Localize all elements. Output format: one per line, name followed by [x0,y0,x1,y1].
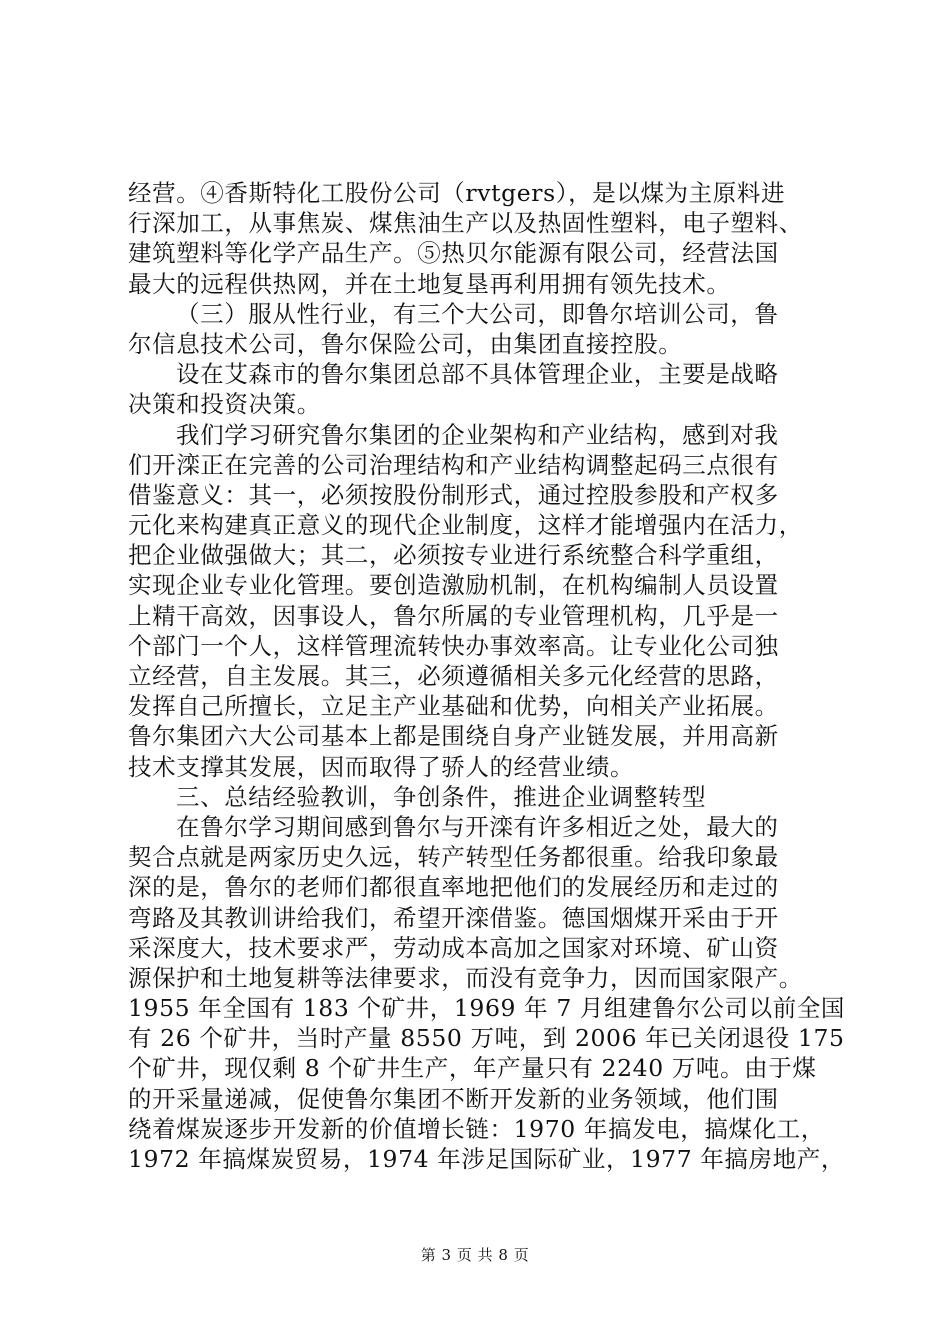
paragraph-start-line: （三）服从性行业，有三个大公司，即鲁尔培训公司，鲁 [176,299,779,328]
text-line: 实现企业专业化管理。要创造激励机制，在机构编制人员设置 [128,571,779,600]
document-body [128,178,846,1174]
text-line: 绕着煤炭逐步开发新的价值增长链：1970 年搞发电，搞煤化工， [128,1114,825,1143]
paragraph-start-line: 我们学习研究鲁尔集团的企业架构和产业结构，感到对我 [176,420,779,449]
text-line: 契合点就是两家历史久远，转产转型任务都很重。给我印象最 [128,843,779,872]
text-line: 经营。④香斯特化工股份公司（rvtgers），是以煤为主原料进 [128,179,786,207]
text-line: 深的是，鲁尔的老师们都很直率地把他们的发展经历和走过的 [128,873,779,902]
text-line: 个矿井，现仅剩 8 个矿井生产，年产量只有 2240 万吨。由于煤 [128,1054,817,1083]
text-line: 有 26 个矿井，当时产量 8550 万吨，到 2006 年已关闭退役 175 [128,1024,845,1053]
text-line: 1955 年全国有 183 个矿井，1969 年 7 月组建鲁尔公司以前全国 [128,994,846,1023]
text-line: 借鉴意义：其一，必须按股份制形式，通过控股参股和产权多 [128,480,779,509]
text-line: 行深加工，从事焦炭、煤焦油生产以及热固性塑料，电子塑料、 [128,209,803,238]
text-line: 把企业做强做大；其二，必须按专业进行系统整合科学重组， [128,541,779,570]
text-line: 的开采量递减，促使鲁尔集团不断开发新的业务领域，他们围 [128,1084,779,1113]
text-line: 上精干高效，因事设人，鲁尔所属的专业管理机构，几乎是一 [128,601,779,630]
text-line: 采深度大，技术要求严，劳动成本高加之国家对环境、矿山资 [128,933,779,962]
text-line: 弯路及其教训讲给我们，希望开滦借鉴。德国烟煤开采由于开 [128,903,779,932]
text-line: 发挥自己所擅长，立足主产业基础和优势，向相关产业拓展。 [128,692,779,721]
text-line: 们开滦正在完善的公司治理结构和产业结构调整起码三点很有 [128,450,779,479]
text-line: 立经营，自主发展。其三，必须遵循相关多元化经营的思路， [128,662,779,690]
text-line: 决策和投资决策。 [128,390,321,419]
page-number-footer: 第 3 页 共 8 页 [420,1246,530,1264]
paragraph-start-line: 在鲁尔学习期间感到鲁尔与开滦有许多相近之处，最大的 [176,812,779,841]
text-line: 建筑塑料等化学产品生产。⑤热贝尔能源有限公司，经营法国 [128,239,779,268]
text-line: 尔信息技术公司，鲁尔保险公司，由集团直接控股。 [128,329,683,358]
text-line: 1972 年搞煤炭贸易，1974 年涉足国际矿业，1977 年搞房地产， [128,1145,845,1173]
paragraph-start-line: 设在艾森市的鲁尔集团总部不具体管理企业，主要是战略 [176,360,779,389]
text-line: 鲁尔集团六大公司基本上都是围绕自身产业链发展，并用高新 [128,722,779,751]
text-line: 个部门一个人，这样管理流转快办事效率高。让专业化公司独 [128,631,779,660]
text-line: 最大的远程供热网，并在土地复垦再利用拥有领先技术。 [128,269,731,298]
text-line: 源保护和土地复耕等法律要求，而没有竞争力，因而国家限产。 [128,963,803,992]
section-heading: 三、总结经验教训，争创条件，推进企业调整转型 [176,782,707,811]
text-line: 技术支撑其发展，因而取得了骄人的经营业绩。 [128,752,635,781]
text-line: 元化来构建真正意义的现代企业制度，这样才能增强内在活力， [128,511,803,540]
